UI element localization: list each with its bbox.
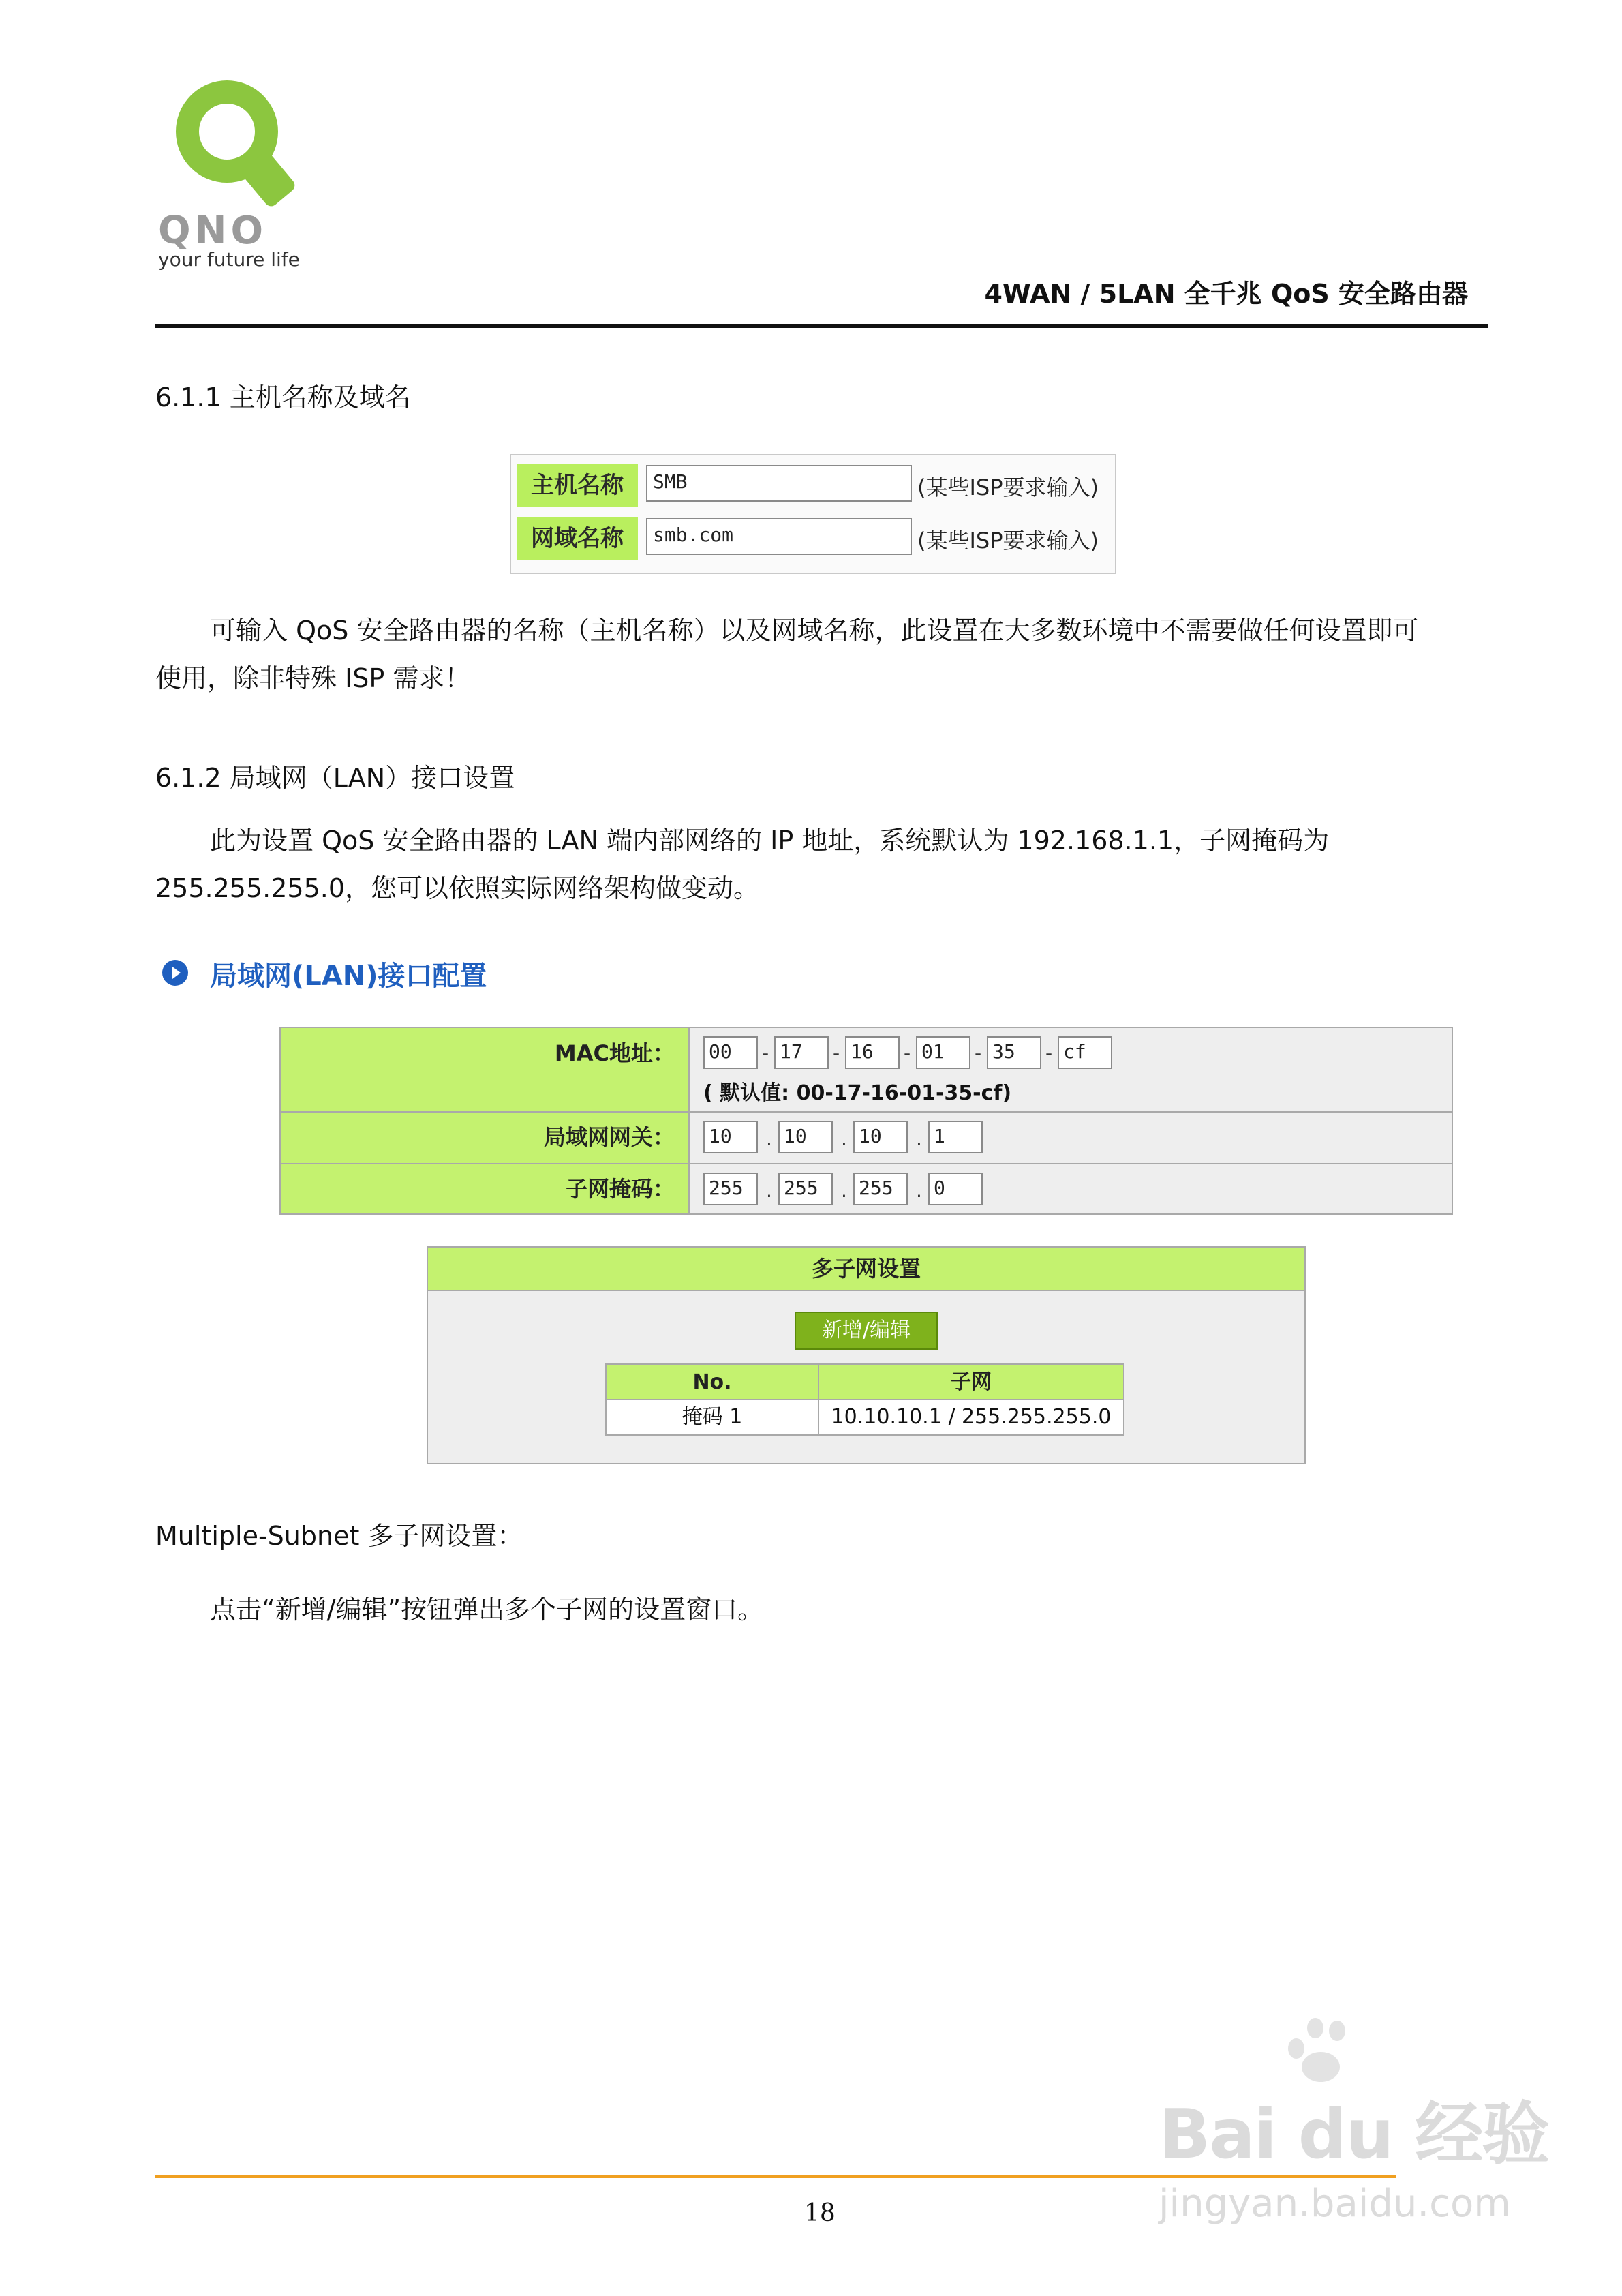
section-612-line1: 此为设置 QoS 安全路由器的 LAN 端内部网络的 IP 地址，系统默认为 192.168.1.1，子网掩码为 <box>210 826 1330 856</box>
mac-segment-1[interactable]: 00 <box>703 1036 758 1069</box>
host-label: 主机名称 <box>517 464 638 507</box>
arrow-circle-icon <box>162 960 188 986</box>
section-612-line2: 255.255.255.0，您可以依照实际网络架构做变动。 <box>155 873 760 903</box>
mac-label: MAC地址： <box>281 1028 690 1111</box>
mask-label: 子网掩码： <box>281 1164 690 1213</box>
multi-subnet-panel <box>427 1246 1306 1464</box>
ip-sep: . <box>766 1179 772 1202</box>
mac-sep: - <box>833 1042 840 1064</box>
subnet-table <box>605 1363 1124 1436</box>
header-title: 4WAN / 5LAN 全千兆 QoS 安全路由器 <box>984 279 1468 309</box>
gateway-segment-4[interactable]: 1 <box>928 1121 983 1153</box>
ip-sep: . <box>841 1128 847 1150</box>
gateway-segment-3[interactable]: 10 <box>853 1121 908 1153</box>
paw-watermark-icon <box>1281 2011 1356 2086</box>
ip-sep: . <box>766 1128 772 1150</box>
watermark-brand: Bai du 经验 <box>1159 2094 1549 2174</box>
table-row-subnet: 10.10.10.1 / 255.255.255.0 <box>831 1405 1112 1429</box>
section-611-heading: 6.1.1 主机名称及域名 <box>155 382 411 412</box>
mac-row <box>281 1028 1452 1113</box>
mac-sep: - <box>1045 1042 1053 1064</box>
logo-tagline: your future life <box>158 248 300 271</box>
mask-segment-1[interactable]: 255 <box>703 1173 758 1205</box>
mac-sep: - <box>762 1042 769 1064</box>
footer-divider <box>155 2175 1396 2178</box>
mac-segment-2[interactable]: 17 <box>774 1036 829 1069</box>
host-row <box>511 458 1115 510</box>
gateway-segment-1[interactable]: 10 <box>703 1121 758 1153</box>
ip-sep: . <box>916 1128 922 1150</box>
lan-config-title: 局域网(LAN)接口配置 <box>210 961 487 992</box>
section-611-paragraph <box>155 607 1488 702</box>
multi-subnet-title: 多子网设置 <box>428 1248 1304 1291</box>
mac-segment-4[interactable]: 01 <box>916 1036 970 1069</box>
domain-label: 网域名称 <box>517 517 638 560</box>
mask-segment-2[interactable]: 255 <box>778 1173 833 1205</box>
col-header-subnet: 子网 <box>819 1365 1123 1400</box>
mac-segment-3[interactable]: 16 <box>845 1036 900 1069</box>
host-input[interactable]: SMB <box>646 465 912 502</box>
host-note: (某些ISP要求输入) <box>917 474 1099 500</box>
header-divider <box>155 324 1488 328</box>
domain-row <box>511 511 1115 563</box>
gateway-label: 局域网网关： <box>281 1113 690 1163</box>
watermark-url: jingyan.baidu.com <box>1159 2181 1511 2226</box>
table-row-no: 掩码 1 <box>682 1405 743 1429</box>
qno-logo <box>155 80 319 271</box>
add-edit-button[interactable]: 新增/编辑 <box>795 1312 938 1350</box>
mac-segment-5[interactable]: 35 <box>987 1036 1041 1069</box>
gateway-row <box>281 1113 1452 1164</box>
mask-row <box>281 1164 1452 1213</box>
gateway-segment-2[interactable]: 10 <box>778 1121 833 1153</box>
domain-note: (某些ISP要求输入) <box>917 528 1099 554</box>
mac-sep: - <box>975 1042 982 1064</box>
mac-sep: - <box>904 1042 911 1064</box>
multi-subnet-heading: Multiple-Subnet 多子网设置： <box>155 1521 523 1551</box>
page-number: 18 <box>804 2199 836 2227</box>
ip-sep: . <box>841 1179 847 1202</box>
lan-config-table <box>279 1027 1453 1215</box>
multi-subnet-paragraph: 点击“新增/编辑”按钮弹出多个子网的设置窗口。 <box>210 1595 764 1625</box>
mask-segment-3[interactable]: 255 <box>853 1173 908 1205</box>
ip-sep: . <box>916 1179 922 1202</box>
logo-word: QNO <box>158 209 268 253</box>
mask-segment-4[interactable]: 0 <box>928 1173 983 1205</box>
mac-default-note: ( 默认值: 00-17-16-01-35-cf) <box>703 1081 1012 1105</box>
hostname-form <box>510 454 1116 574</box>
mac-segment-6[interactable]: cf <box>1058 1036 1112 1069</box>
col-header-no: No. <box>607 1365 818 1400</box>
section-611-line2: 使用，除非特殊 ISP 需求！ <box>155 663 471 693</box>
section-612-heading: 6.1.2 局域网（LAN）接口设置 <box>155 763 515 793</box>
domain-input[interactable]: smb.com <box>646 518 912 555</box>
section-611-line1: 可输入 QoS 安全路由器的名称（主机名称）以及网域名称，此设置在大多数环境中不需要做任何设置即可 <box>210 616 1419 646</box>
section-612-paragraph <box>155 817 1488 912</box>
